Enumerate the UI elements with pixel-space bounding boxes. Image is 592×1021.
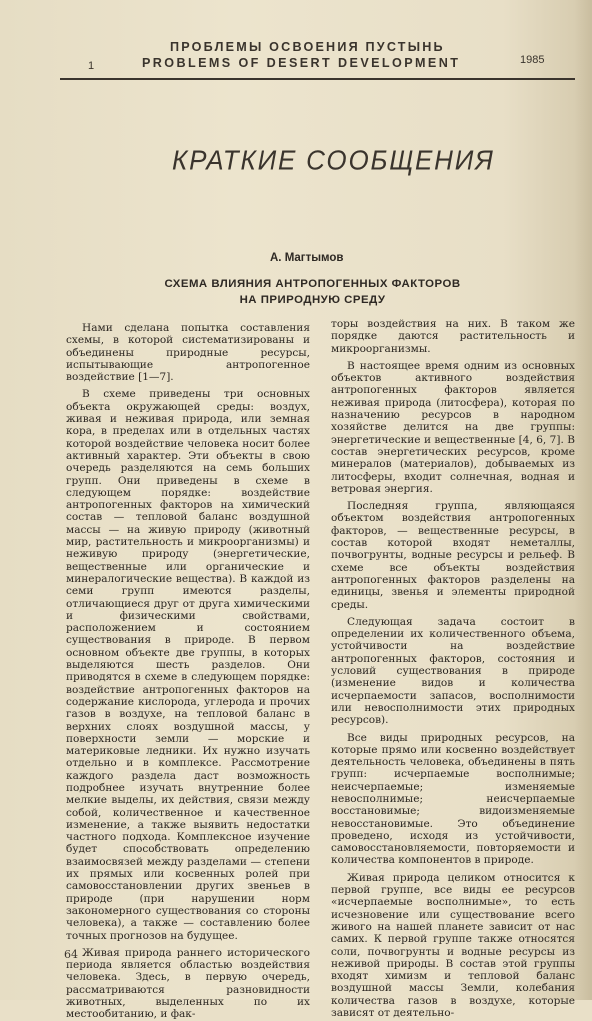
article-author: А. Магтымов [270, 252, 344, 264]
paragraph: Живая природа раннего исторического периода является областью воздействия человека. Здесь, в первую очередь, рассматриваются разновидности животных, выделенных по их местообитанию, и фак- [66, 946, 310, 1021]
issue-number: 1 [88, 60, 95, 72]
issue-year: 1985 [520, 54, 545, 66]
paragraph: Нами сделана попытка составления схемы, в которой систематизированы и объединены природные ресурсы, испытывающие антропогенное воздействие [1—7]. [66, 322, 310, 384]
journal-title-en: PROBLEMS OF DESERT DEVELOPMENT [142, 56, 461, 70]
paragraph: Живая природа целиком относится к первой группе, все виды ее ресурсов «исчерпаемые восполнимые», то есть исчезновение или существование всего живого на нашей планете зависит от нас самих. К первой группе также относятся соли, почвогрунты и водные ресурсы из неживой природы. В состав этой группы входят химизм и тепловой баланс воздушной массы Земли, колебания количества газов в воздухе, которые зависят от деятельно- [331, 871, 575, 1020]
paragraph: В схеме приведены три основных объекта окружающей среды: воздух, живая и неживая природа, или земная кора, в пределах или в отдельных частях которой воздействие человека носит более активный характер. Эти объекты в свою очередь разделяются на семь больших групп. Они приведены в схеме в следующем порядке: воздействие антропогенных факторов на химический состав — тепловой баланс воздушной массы — на живую природу (животный мир, растительность и микроорганизмы) и неживую природу (энергетические, вещественные или органические и минералогические вещества). В каждой из семи групп имеются разделы, отличающиеся друг от друга химическими и физическими свойствами, расположением и состоянием существования в природе. В первом основном объекте две группы, в которых выделяются шесть разделов. Они приводятся в схеме в следующем порядке: воздействие антропогенных факторов на содержание кислорода, углерода и прочих газов в воздухе, на тепловой баланс в верхних слоях воздушной массы, у поверхности земли — морские и материковые ледники. Их нужно изучать отдельно и в комплексе. Рассмотрение каждого раздела даст возможность подробнее изучать внутренние более мелкие выделы, их действия, связи между собой, количественное и качественное изменение, а также выявить недостатки частного подхода. Комплексное изучение будет способствовать определению взаимосвязей между разделами — степени их прямых или косвенных ролей при самовосстановлении других звеньев в природе (при нарушении норм закономерного существования со стороны человека), а также — составлению более точных прогнозов на будущее. [66, 388, 310, 942]
paragraph-continued: торы воздействия на них. В таком же порядке даются растительность и микроорганизмы. [331, 318, 575, 355]
paragraph: Все виды природных ресурсов, на которые прямо или косвенно воздействует деятельность человека, объединены в пять групп: исчерпаемые восполнимые; неисчерпаемые; изменяемые невосполнимые; неисчерпаемые восстановимые; видоизменяемые невосстановимые. Это объединение проведено, исходя из устойчивости, самовосстановляемости, повторяемости и количества компонентов в природе. [331, 731, 575, 867]
text-column-right [331, 318, 575, 1019]
article-title-line-1: СХЕМА ВЛИЯНИЯ АНТРОПОГЕННЫХ ФАКТОРОВ [164, 278, 461, 290]
header-rule [60, 78, 575, 80]
journal-title-ru: ПРОБЛЕМЫ ОСВОЕНИЯ ПУСТЫНЬ [170, 40, 445, 54]
article-title-line-2: НА ПРИРОДНУЮ СРЕДУ [239, 294, 386, 306]
section-title: КРАТКИЕ СООБЩЕНИЯ [172, 143, 495, 177]
paragraph: В настоящее время одним из основных объектов активного воздействия антропогенных факторов является неживая природа (литосфера), которая по назначению ресурсов в народном хозяйстве делится на две группы: энергетические и вещественные [4, 6, 7]. В состав энергетических ресурсов, кроме минералов (материалов), добываемых из литосферы, входит солнечная, водная и ветровая энергия. [331, 359, 575, 495]
running-header [60, 32, 580, 88]
text-column-left [66, 322, 310, 1021]
article-title [140, 276, 485, 308]
page-number: 64 [64, 948, 78, 961]
paragraph: Последняя группа, являющаяся объектом воздействия антропогенных факторов, — вещественные ресурсы, в состав которой входят неметаллы, почвогрунты, водные ресурсы и рельеф. В схеме все объекты воздействия антропогенных факторов разделены на единицы, звенья и элементы природной среды. [331, 500, 575, 611]
paragraph: Следующая задача состоит в определении их количественного объема, устойчивости на воздействие антропогенных факторов, состояния и условий существования в природе (изменение видов и количества исчерпаемости запасов, восполнимости или невосполнимости этих природных ресурсов). [331, 615, 575, 727]
